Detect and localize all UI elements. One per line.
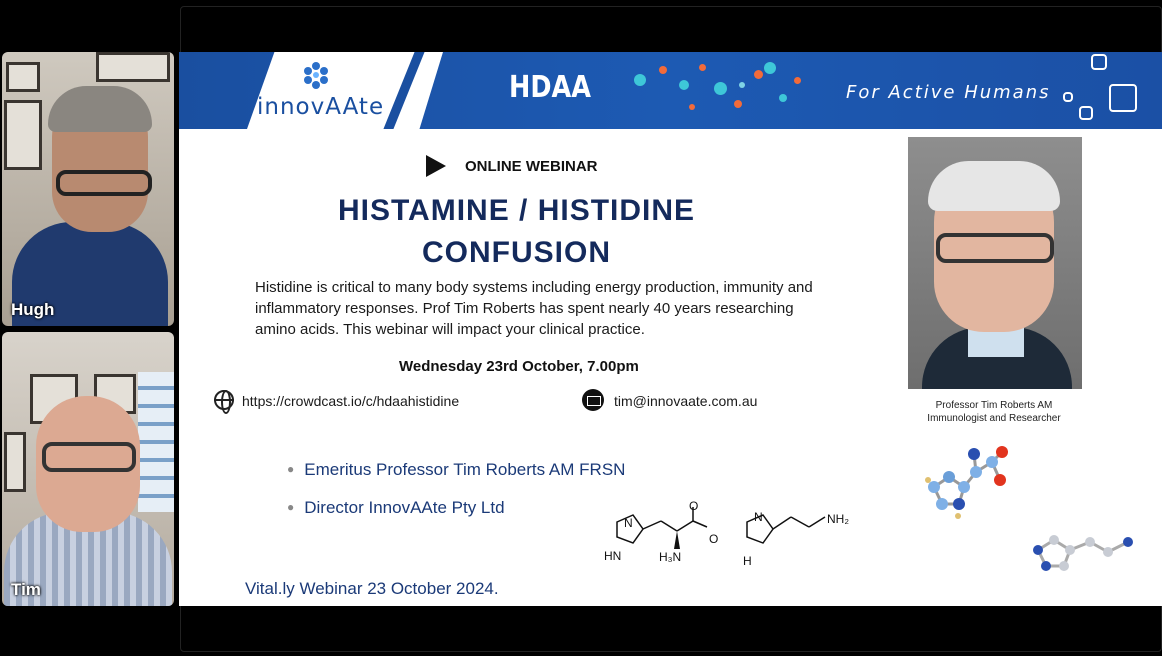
speaker-caption-role: Immunologist and Researcher [927,413,1061,424]
contact-email: tim@innovaate.com.au [614,393,758,409]
participant-tile-tim[interactable] [2,332,174,606]
decor-square [1063,92,1073,102]
wall-picture [96,52,170,82]
participant-tile-hugh[interactable] [2,52,174,326]
ball-stick-molecule-histidine [914,432,1014,532]
title-line: CONFUSION [422,236,611,269]
bullet-item: ● Emeritus Professor Tim Roberts AM FRSN [287,460,626,479]
mail-icon [582,389,604,411]
bullet-text: Emeritus Professor Tim Roberts AM FRSN [304,460,626,479]
molecule-logo-icon [301,60,331,90]
ball-stick-molecule-histamine [1024,520,1144,590]
play-icon [426,155,446,177]
banner-tagline: For Active Humans [846,82,1051,103]
hdaa-logo: HDAA [509,70,591,105]
webinar-date: Wednesday 23rd October, 7.00pm [399,358,639,375]
chem-label: O [689,499,699,513]
decor-square [1079,106,1093,120]
globe-icon [214,390,234,410]
bullet-item: ● Director InnovAAte Pty Ltd [287,498,505,517]
chem-label: NH₂ [827,512,849,526]
chem-label: O [709,532,719,546]
decor-square [1109,84,1137,112]
hair-hugh [48,86,152,132]
wall-picture [4,432,26,492]
slide-banner [179,52,1162,129]
wall-picture [4,100,42,170]
speaker-caption-name: Professor Tim Roberts AM [935,400,1053,411]
title-line: HISTAMINE / HISTIDINE [337,194,696,227]
webinar-url: https://crowdcast.io/c/hdaahistidine [242,393,460,409]
speaker-caption [879,399,1109,425]
speaker-photo [908,137,1082,389]
chem-label: H₃N [659,550,682,564]
decor-square [1091,54,1107,70]
footer-note: Vital.ly Webinar 23 October 2024. [245,579,499,598]
bullet-text: Director InnovAAte Pty Ltd [304,498,505,517]
glasses-hugh [56,170,152,196]
chem-label: H [743,554,752,568]
wall-picture [6,62,40,92]
glasses-tim [42,442,136,472]
innovaate-logo: innovAAte [257,94,385,120]
webinar-label: ONLINE WEBINAR [465,158,598,175]
shelf-items [138,372,174,512]
participant-name: Hugh [11,300,55,319]
chem-label: N [754,510,763,524]
chem-label: N [624,516,633,530]
slide-description: Histidine is critical to many body systems including energy production, immunity and inflammatory responses. Prof Tim Roberts has spent nearly 40 years researching amino acids. This webinar will impact your clinical practice. [255,279,813,338]
chem-label: HN [604,549,622,563]
participant-name: Tim [11,580,41,599]
shared-slide [179,52,1162,606]
slide-title [329,190,704,274]
